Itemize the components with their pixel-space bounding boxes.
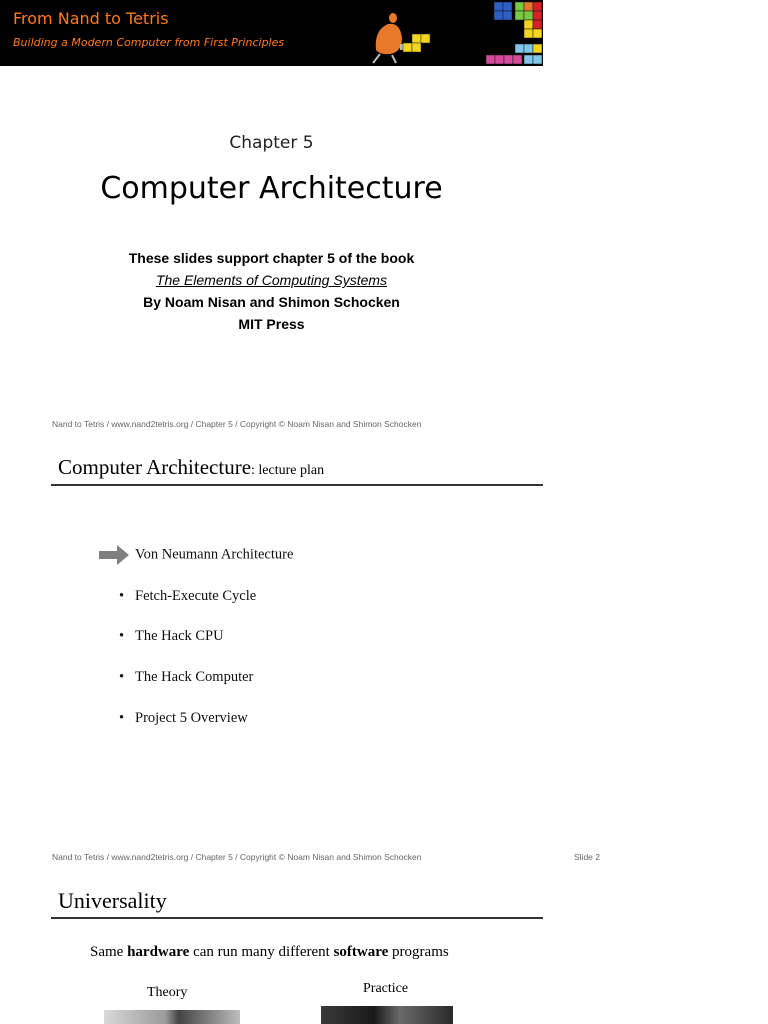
bullet-icon: • <box>119 588 125 604</box>
slide-title: Computer Architecture <box>100 171 443 206</box>
bullet-icon: • <box>119 669 125 685</box>
agenda-item-label: Project 5 Overview <box>135 710 248 726</box>
agenda-item <box>119 628 224 645</box>
practice-label: Practice <box>363 981 409 996</box>
agenda-current-item <box>99 545 293 565</box>
slide-footer: Nand to Tetris / www.nand2tetris.org / Chapter 5 / Copyright © Noam Nisan and Shimon Schocken <box>52 419 422 429</box>
book-title-link[interactable]: The Elements of Computing Systems <box>155 272 388 288</box>
bullet-icon: • <box>119 710 125 726</box>
text-run: Same <box>90 944 128 960</box>
agenda-current-label: Von Neumann Architecture <box>135 546 294 563</box>
practice-portrait-image <box>321 1006 453 1024</box>
slide-number: Slide 2 <box>574 852 600 862</box>
heading-subtitle: : lecture plan <box>251 463 325 478</box>
slide-heading: Universality <box>58 888 167 913</box>
heading-main: Computer Architecture <box>58 455 252 479</box>
tetris-robot-logo-icon <box>360 0 543 66</box>
bullet-icon: • <box>119 628 125 644</box>
text-run-bold: hardware <box>127 944 190 960</box>
slide-heading <box>58 455 324 480</box>
agenda-item <box>119 588 256 605</box>
heading-divider <box>51 917 543 919</box>
chapter-label: Chapter 5 <box>229 133 314 153</box>
agenda-item-label: Fetch-Execute Cycle <box>135 588 257 604</box>
text-run-bold: software <box>333 944 389 960</box>
universality-statement <box>90 944 449 961</box>
header-banner <box>0 0 543 66</box>
text-run: can run many different <box>189 944 334 960</box>
banner-subtitle: Building a Modern Computer from First Principles <box>13 36 285 49</box>
agenda-item <box>119 710 248 727</box>
agenda-item <box>119 669 253 686</box>
theory-label: Theory <box>147 985 188 1000</box>
slide-footer: Nand to Tetris / www.nand2tetris.org / Chapter 5 / Copyright © Noam Nisan and Shimon Schocken <box>52 852 422 862</box>
banner-title: From Nand to Tetris <box>13 9 169 28</box>
text-run: programs <box>388 944 449 960</box>
agenda-item-label: The Hack CPU <box>135 628 224 644</box>
agenda-item-label: The Hack Computer <box>135 669 254 685</box>
heading-divider <box>51 484 543 486</box>
theory-portrait-image <box>104 1010 240 1024</box>
book-authors: By Noam Nisan and Shimon Schocken <box>143 294 400 310</box>
book-publisher: MIT Press <box>238 316 305 332</box>
book-info-line: These slides support chapter 5 of the book <box>128 250 415 266</box>
arrow-right-icon <box>99 545 129 565</box>
